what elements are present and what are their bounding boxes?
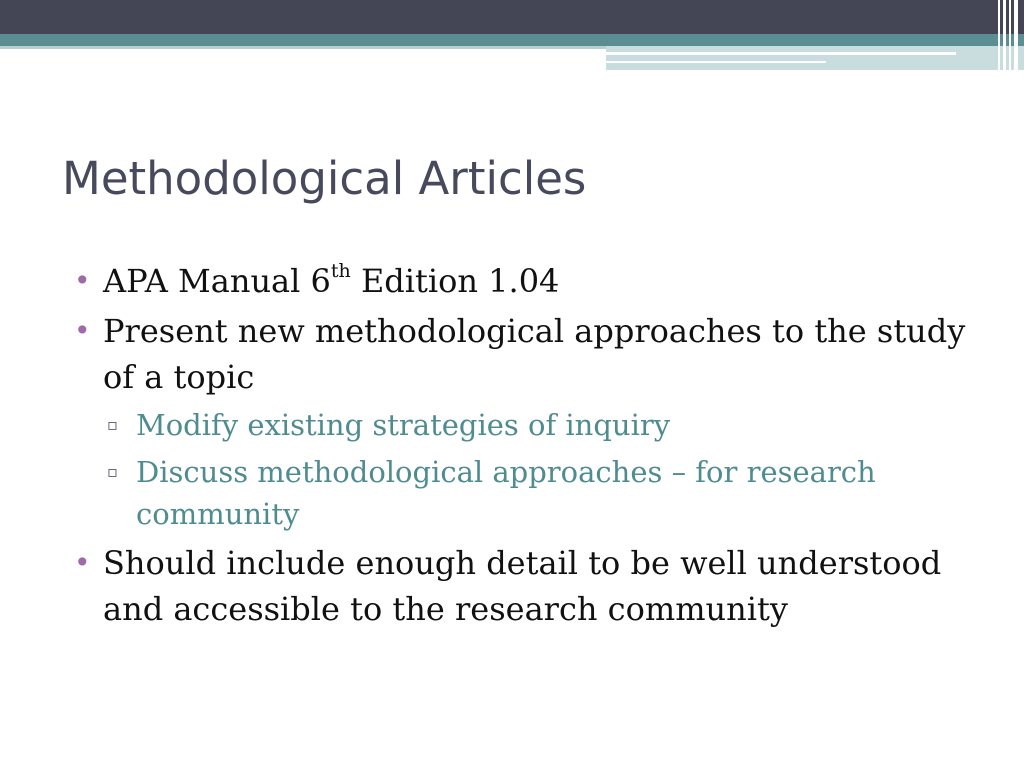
bullet-list [74, 258, 974, 636]
slide-title: Methodological Articles [62, 152, 587, 205]
header-accent-block [606, 46, 1024, 70]
bullet-item [74, 540, 974, 632]
sub-bullet-text: Modify existing strategies of inquiry [136, 408, 671, 442]
bullet-text: Present new methodological approaches to the study of a topic [103, 312, 966, 396]
bullet-text: Should include enough detail to be well understood and accessible to the research community [103, 544, 942, 628]
bullet-dot-icon: • [74, 314, 91, 347]
sub-bullet-text: Discuss methodological approaches – for research community [136, 455, 876, 531]
square-bullet-icon: ▫ [107, 462, 118, 481]
header-vertical-stripes [994, 0, 1024, 70]
header-band-light [0, 46, 610, 49]
superscript: th [330, 260, 351, 283]
bullet-item [74, 308, 974, 400]
sub-bullet-item [74, 404, 974, 446]
header-band-dark [0, 0, 1024, 34]
bullet-item [74, 258, 974, 304]
bullet-text: APA Manual 6 [103, 262, 331, 300]
square-bullet-icon: ▫ [107, 415, 118, 434]
sub-bullet-item [74, 451, 974, 535]
header-accent-line [606, 52, 956, 55]
bullet-dot-icon: • [74, 264, 91, 297]
bullet-dot-icon: • [74, 546, 91, 579]
header-band-teal [0, 34, 1024, 46]
bullet-text: Edition 1.04 [350, 262, 560, 300]
header-accent-line [606, 61, 826, 63]
